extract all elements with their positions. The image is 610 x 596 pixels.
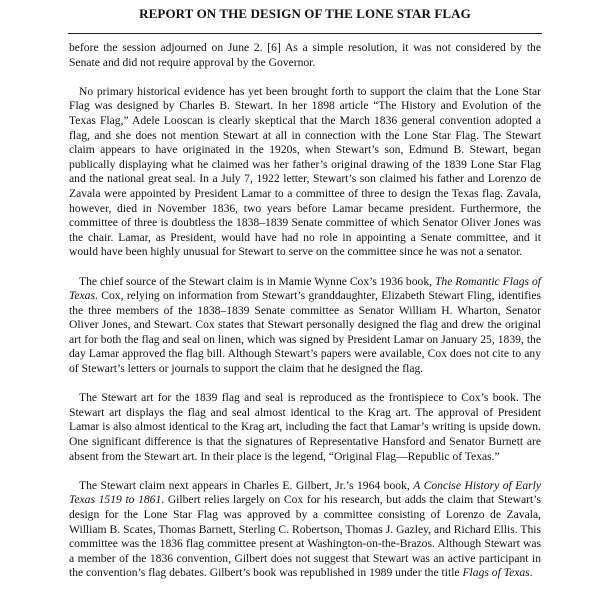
paragraph-continuation: before the session adjourned on June 2. [6] As a simple resolution, it was not considered by the Senate and did not require approval by the Governor. <box>69 41 541 69</box>
book-title: The Romantic Flags of Texas <box>69 274 541 303</box>
text-segment: The Stewart claim next appears in Charles E. Gilbert, Jr.’s 1964 book, <box>79 478 414 492</box>
header-rule <box>68 33 542 34</box>
paragraph-stewart-claim-origin: No primary historical evidence has yet been brought forth to support the claim that the Lone Star Flag was designed by Charles B. Stewart. In her 1898 article “The History and Evolution of the Texas Flag,” Adele Looscan is clearly skeptical that the March 1836 general convention adopted a flag, and she does not mention Stewart at all in connection with the Lone Star Flag. The Stewart claim appears to have originated in the 1920s, when Stewart’s son, Edmund B. Stewart, began publically displaying what he claimed was her father’s original drawing of the 1839 Lone Star Flag and the national great seal. In a July 7, 1922 letter, Stewart’s son claimed his father and Lorenzo de Zavala were appointed by President Lamar to a committee of three to design the Texas flag. Zavala, however, died in November 1836, two years before Lamar became president. Furthermore, the committee of three is doubtless the 1838–1839 Senate committee of which Senator Oliver Jones was the chair. Lamar, as President, would have had no role in appointing a Senate committee, and it would have been highly unusual for Stewart to serve on the committee since he was not a senator. <box>69 84 541 259</box>
book-title: A Concise History of Early Texas 1519 to 1861 <box>69 478 541 507</box>
paragraph-cox-source <box>69 275 541 377</box>
text-segment: . <box>529 566 533 580</box>
text-segment: The chief source of the Stewart claim is in Mamie Wynne Cox’s 1936 book, <box>79 274 435 288</box>
book-title: Flags of Texas <box>462 566 530 580</box>
paragraph-stewart-art: The Stewart art for the 1839 flag and seal is reproduced as the frontispiece to Cox’s book. The Stewart art displays the flag and seal almost identical to the Krag art. The approval of President Lamar is also almost identical to the Krag art, including the fact that Lamar’s writing is upside down. One significant difference is that the signatures of Representative Hansford and Senator Burnett are absent from the Stewart art. In their place is the legend, “Original Flag—Republic of Texas.” <box>69 391 541 463</box>
text-segment: . Gilbert relies largely on Cox for his research, but adds the claim that Stewart’s design for the Lone Star Flag was approved by a committee consisting of Lorenzo de Zavala, William B. Scates, Thomas Barnett, Sterling C. Robertson, Thomas J. Gazley, and Richard Ellis. This committee was the 1836 flag committee present at Washington-on-the-Brazos. Although Stewart was a member of the 1836 convention, Gilbert does not suggest that Stewart was an active participant in the convention’s flag debates. Gilbert’s book was republished in 1989 under the title <box>69 493 541 580</box>
report-body <box>69 41 541 596</box>
running-header: REPORT ON THE DESIGN OF THE LONE STAR FLAG <box>139 6 471 21</box>
text-segment: . Cox, relying on information from Stewart’s granddaughter, Elizabeth Stewart Fling, identifies the three members of the 1838–1839 Senate committee as Senator William H. Wharton, Senator Oliver Jones, and Stewart. Cox states that Stewart personally designed the flag and drew the original art for both the flag and seal on linen, which was signed by President Lamar on January 25, 1839, the day Lamar approved the flag bill. Although Stewart’s papers were available, Cox does not cite to any of Stewart’s letters or journals to support the claim that he designed the flag. <box>69 289 541 376</box>
paragraph-gilbert-book <box>69 479 541 581</box>
